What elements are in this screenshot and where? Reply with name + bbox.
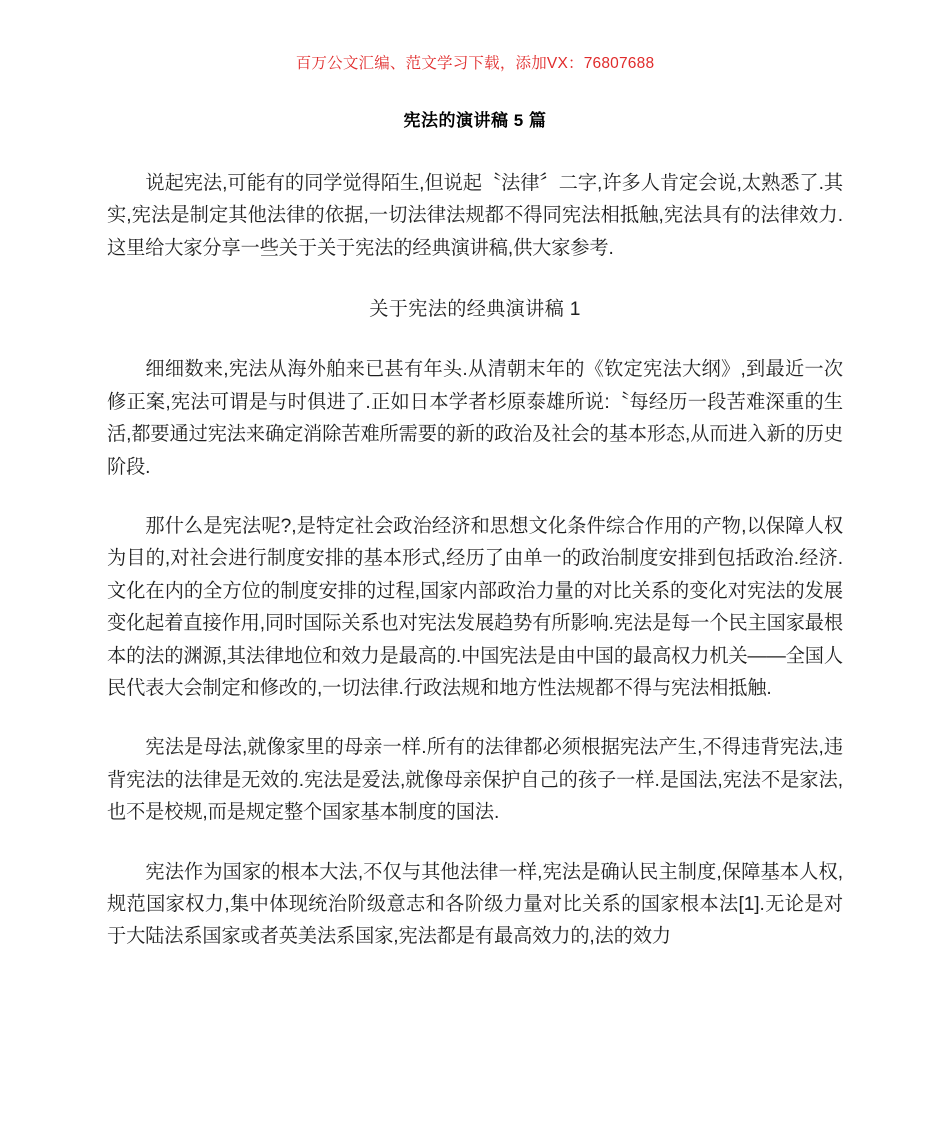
paragraph-4: 宪法作为国家的根本大法,不仅与其他法律一样,宪法是确认民主制度,保障基本人权,规范国家权力,集中体现统治阶级意志和各阶级力量对比关系的国家根本法[1].无论是对于大陆法系国家或者英美法系国家,宪法都是有最高效力的,法的效力 [107, 861, 843, 948]
page-title: 宪法的演讲稿 5 篇 [403, 110, 547, 130]
paragraph-intro: 说起宪法,可能有的同学觉得陌生,但说起〝法律〞二字,许多人肯定会说,太熟悉了.其实,宪法是制定其他法律的依据,一切法律法规都不得同宪法相抵触,宪法具有的法律效力.这里给大家分享一些关于关于宪法的经典演讲稿,供大家参考. [107, 172, 843, 259]
document-body [107, 168, 843, 954]
section-heading: 关于宪法的经典演讲稿 1 [369, 298, 581, 320]
paragraph-1: 细细数来,宪法从海外舶来已甚有年头.从清朝末年的《钦定宪法大纲》,到最近一次修正案,宪法可谓是与时俱进了.正如日本学者杉原泰雄所说:〝每经历一段苦难深重的生活,都要通过宪法来确定消除苦难所需要的新的政治及社会的基本形态,从而进入新的历史阶段. [107, 359, 843, 478]
paragraph-3: 宪法是母法,就像家里的母亲一样.所有的法律都必须根据宪法产生,不得违背宪法,违背宪法的法律是无效的.宪法是爱法,就像母亲保护自己的孩子一样.是国法,宪法不是家法,也不是校规,而是规定整个国家基本制度的国法. [107, 737, 844, 824]
promo-watermark-text: 百万公文汇编、范文学习下载，添加VX：76807688 [295, 55, 655, 72]
paragraph-2: 那什么是宪法呢?,是特定社会政治经济和思想文化条件综合作用的产物,以保障人权为目的,对社会进行制度安排的基本形式,经历了由单一的政治制度安排到包括政治.经济.文化在内的全方位的制度安排的过程,国家内部政治力量的对比关系的变化对宪法的发展变化起着直接作用,同时国际关系也对宪法发展趋势有所影响.宪法是每一个民主国家最根本的法的渊源,其法律地位和效力是最高的.中国宪法是由中国的最高权力机关——全国人民代表大会制定和修改的,一切法律.行政法规和地方性法规都不得与宪法相抵触. [107, 515, 843, 699]
